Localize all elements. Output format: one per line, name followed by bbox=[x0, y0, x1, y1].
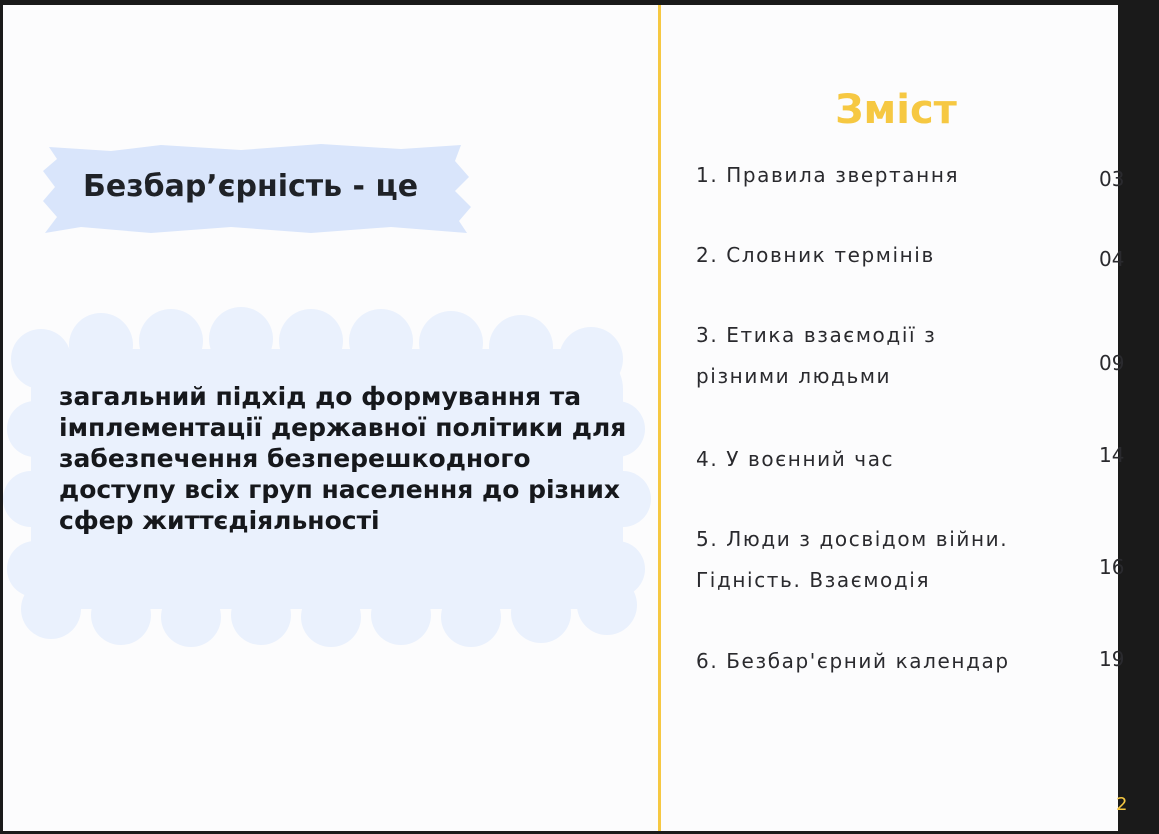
definition-text: загальний підхід до формування та імплементації державної політики для забезпечення безперешкодного доступу всіх груп населення до різних сфер життєдіяльності bbox=[59, 382, 627, 535]
toc-item-label: 5. Люди з досвідом війни. Гідність. Взаємодія bbox=[696, 527, 1009, 592]
toc-item-label: 4. У воєнний час bbox=[696, 447, 895, 471]
toc-item-label: 2. Словник термінів bbox=[696, 243, 935, 267]
table-of-contents bbox=[661, 5, 1128, 831]
left-page bbox=[3, 5, 658, 831]
toc-item-label: 6. Безбар'єрний календар bbox=[696, 649, 1010, 673]
toc-item-page: 19 bbox=[1099, 647, 1125, 671]
toc-item-page: 16 bbox=[1099, 555, 1125, 579]
toc-item-label: 1. Правила звертання bbox=[696, 163, 960, 187]
toc-item-page: 04 bbox=[1099, 247, 1125, 271]
toc-item-page: 09 bbox=[1099, 351, 1125, 375]
toc-item-page: 03 bbox=[1099, 167, 1125, 191]
page-number: 2 bbox=[1116, 794, 1128, 815]
toc-item-page: 14 bbox=[1099, 443, 1125, 467]
document-spread bbox=[3, 5, 1128, 831]
toc-title: Зміст bbox=[835, 87, 957, 133]
heading: Безбар’єрність - це bbox=[83, 169, 419, 204]
toc-item-label: 3. Етика взаємодії з різними людьми bbox=[696, 323, 937, 388]
